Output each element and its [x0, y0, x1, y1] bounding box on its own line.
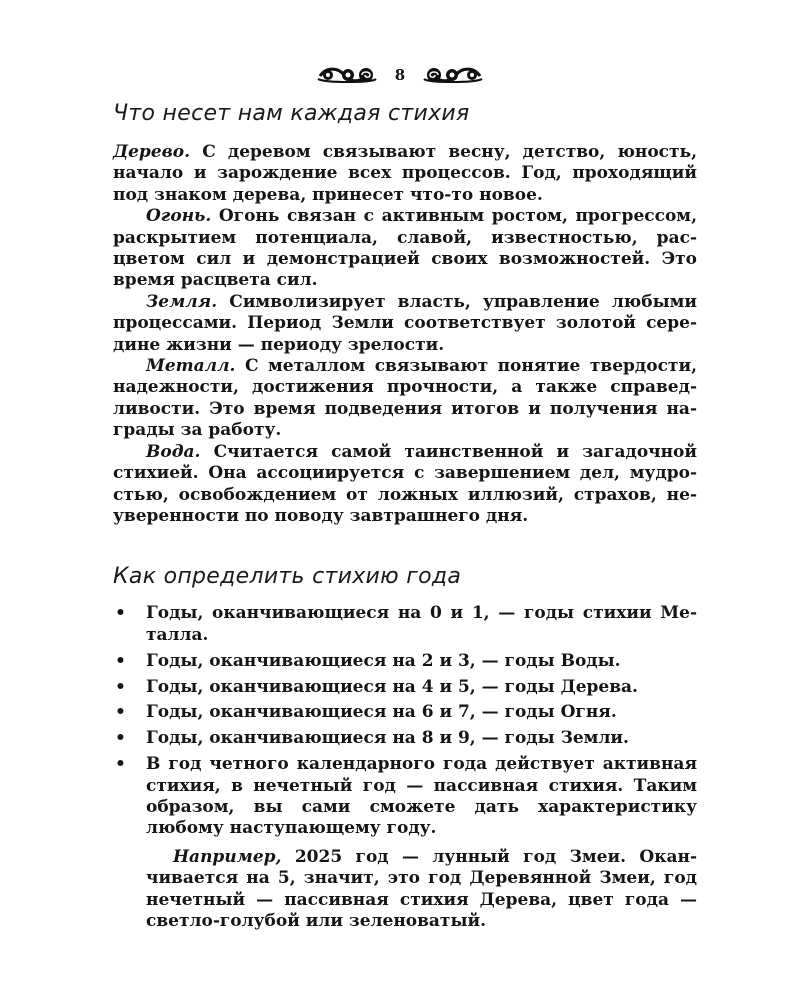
paragraph-metal: [113, 356, 697, 442]
paragraph-text: Считается самой таинственной и загадочной стихией. Она ассоциируется с завершением дел, мудростью, освобождением от ложных иллюзий, страхов, неуверенности по поводу завтрашнего дня.: [113, 441, 697, 526]
paragraph-water: [113, 442, 697, 528]
section-title-elements: Что несет нам каждая стихия: [113, 101, 470, 126]
list-item: [113, 728, 697, 749]
paragraph-fire: [113, 206, 697, 292]
bullet-icon: •: [115, 676, 126, 697]
list-item: [113, 677, 697, 698]
list-item-text: Годы, оканчивающиеся на 2 и 3, — годы Воды.: [146, 650, 621, 671]
term-metal: Металл.: [146, 356, 236, 377]
swirl-ornament-icon: [422, 63, 484, 87]
term-fire: Огонь.: [146, 206, 212, 227]
list-item: [113, 754, 697, 840]
term-wood: Дерево.: [113, 142, 191, 162]
paragraph-text: С металлом связывают понятие твердости, надежности, достижения прочности, а также справедливости. Это время подведения итогов и получения награды за работу.: [113, 356, 697, 441]
page-header: [0, 63, 800, 87]
list-item-text: Годы, оканчивающиеся на 0 и 1, — годы стихии Металла.: [146, 603, 697, 645]
page-content: [113, 100, 697, 933]
section-title-determine-element: Как определить стихию года: [113, 564, 462, 590]
paragraph-text: Символизирует власть, управление любыми процессами. Период Земли соответствует золотой середине жизни — периоду зрелости.: [113, 291, 697, 355]
list-item: [113, 603, 697, 646]
bullet-list: [113, 603, 697, 840]
paragraph-earth: [113, 292, 697, 356]
paragraph-text: Огонь связан с активным ростом, прогрессом, раскрытием потенциала, славой, известностью, расцветом сил и демонстрацией своих возможностей. Это время расцвета сил.: [113, 206, 697, 291]
list-item-text: Годы, оканчивающиеся на 6 и 7, — годы Огня.: [146, 702, 617, 723]
list-item: [113, 651, 697, 672]
bullet-icon: •: [115, 728, 126, 749]
bullet-icon: •: [115, 603, 126, 624]
list-item-text: В год четного календарного года действует активная стихия, в нечетный год — пассивная стихия. Таким образом, вы сами сможете дать характеристику любому наступающему году.: [146, 754, 697, 839]
term-earth: Земля.: [146, 291, 218, 312]
list-item: [113, 702, 697, 723]
bullet-icon: •: [115, 754, 126, 775]
paragraph-text: С деревом связывают весну, детство, юность, начало и зарождение всех процессов. Год, проходящий под знаком дерева, принесет что-то новое.: [113, 142, 697, 205]
example-paragraph: [113, 847, 697, 933]
swirl-ornament-icon: [316, 63, 378, 87]
bullet-icon: •: [115, 650, 126, 671]
example-term: Например,: [173, 846, 282, 867]
list-item-text: Годы, оканчивающиеся на 4 и 5, — годы Дерева.: [146, 676, 638, 697]
example-text: 2025 год — лунный год Змеи. Оканчивается на 5, значит, это год Деревянной Змеи, год нечетный — пассивная стихия Дерева, цвет года — светло-голубой или зеленоватый.: [146, 846, 697, 932]
page-number: 8: [394, 66, 406, 84]
bullet-icon: •: [115, 702, 126, 723]
term-water: Вода.: [146, 441, 201, 462]
paragraph-wood: [113, 142, 697, 206]
list-item-text: Годы, оканчивающиеся на 8 и 9, — годы Земли.: [146, 728, 629, 749]
